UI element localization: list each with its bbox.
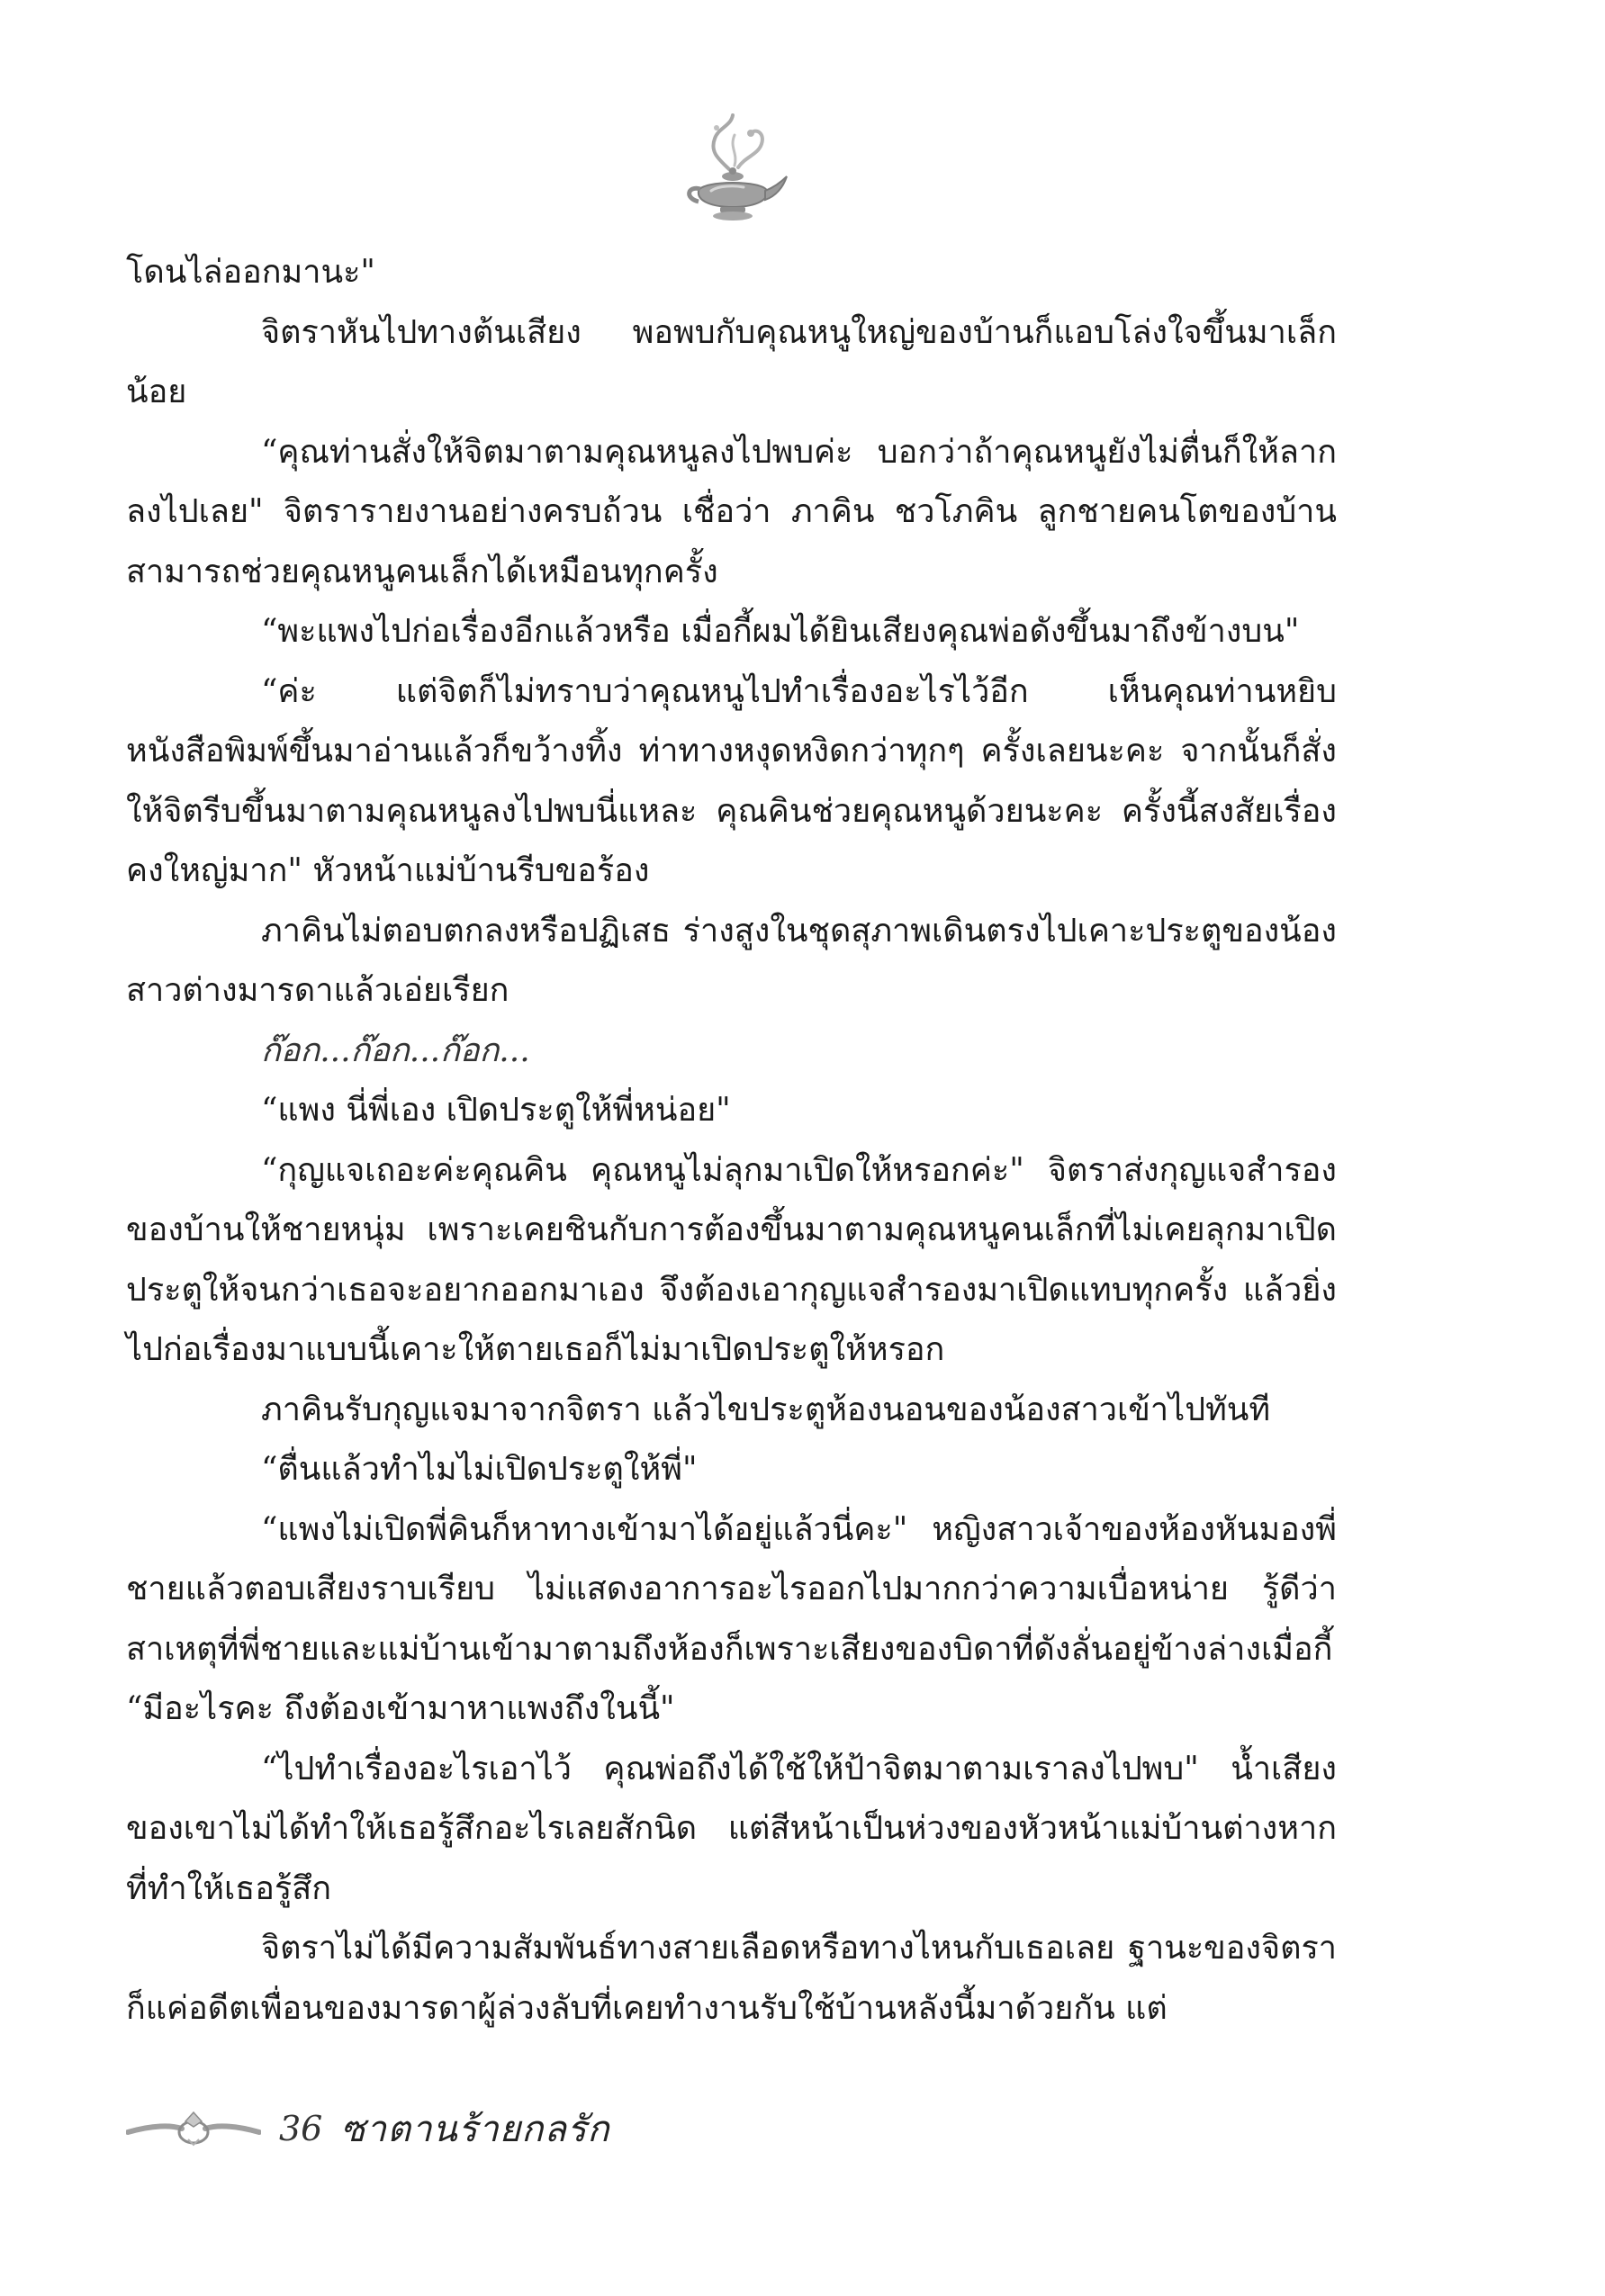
paragraph: “กุญแจเถอะค่ะคุณคิน คุณหนูไม่ลุกมาเปิดให้หรอกค่ะ" จิตราส่งกุญแจสำรองของบ้านให้ชายหนุ่ม เพราะเคยชินกับการต้องขึ้นมาตามคุณหนูคนเล็กที่ไม่เคยลุกมาเปิดประตูให้จนกว่าเธอจะอยากออกมาเอง จึงต้องเอากุญแจสำรองมาเปิดแทบทุกครั้ง แล้วยิ่งไปก่อเรื่องมาแบบนี้เคาะให้ตายเธอก็ไม่มาเปิดประตูให้หรอก <box>126 1151 1337 1368</box>
body-text <box>126 243 1337 2039</box>
ring-icon <box>126 2109 261 2148</box>
paragraph: “พะแพงไปก่อเรื่องอีกแล้วหรือ เมื่อกี้ผมได้ยินเสียงคุณพ่อดังขึ้นมาถึงข้างบน" <box>261 613 1300 650</box>
paragraph: “คุณท่านสั่งให้จิตมาตามคุณหนูลงไปพบค่ะ บอกว่าถ้าคุณหนูยังไม่ตื่นก็ให้ลากลงไปเลย" จิตรารายงานอย่างครบถ้วน เชื่อว่า ภาคิน ชวโภคิน ลูกชายคนโตของบ้านสามารถช่วยคุณหนูคนเล็กได้เหมือนทุกครั้ง <box>126 433 1337 590</box>
sound-effect-line: ก๊อก...ก๊อก...ก๊อก... <box>261 1031 530 1069</box>
page-number: 36 <box>279 2109 323 2148</box>
page-footer <box>126 2102 610 2156</box>
paragraph: จิตราไม่ได้มีความสัมพันธ์ทางสายเลือดหรือทางไหนกับเธอเลย ฐานะของจิตราก็แค่อดีตเพื่อนของมารดาผู้ล่วงลับที่เคยทำงานรับใช้บ้านหลังนี้มาด้วยกัน แต่ <box>126 1930 1337 2027</box>
paragraph: ภาคินรับกุญแจมาจากจิตรา แล้วไขประตูห้องนอนของน้องสาวเข้าไปทันที <box>261 1391 1271 1428</box>
paragraph: “ค่ะ แต่จิตก็ไม่ทราบว่าคุณหนูไปทำเรื่องอะไรไว้อีก เห็นคุณท่านหยิบหนังสือพิมพ์ขึ้นมาอ่านแล้วก็ขว้างทิ้ง ท่าทางหงุดหงิดกว่าทุกๆ ครั้งเลยนะคะ จากนั้นก็สั่งให้จิตรีบขึ้นมาตามคุณหนูลงไปพบนี่แหละ คุณคินช่วยคุณหนูด้วยนะคะ ครั้งนี้สงสัยเรื่องคงใหญ่มาก" หัวหน้าแม่บ้านรีบขอร้อง <box>126 672 1337 889</box>
paragraph: “ตื่นแล้วทำไมไม่เปิดประตูให้พี่" <box>261 1451 698 1488</box>
paragraph: จิตราหันไปทางต้นเสียง พอพบกับคุณหนูใหญ่ของบ้านก็แอบโล่งใจขึ้นมาเล็กน้อย <box>126 313 1337 410</box>
genie-lamp-icon <box>675 108 792 225</box>
paragraph: “แพง นี่พี่เอง เปิดประตูให้พี่หน่อย" <box>261 1092 731 1129</box>
paragraph: “แพงไม่เปิดพี่คินก็หาทางเข้ามาได้อยู่แล้วนี่คะ" หญิงสาวเจ้าของห้องหันมองพี่ชายแล้วตอบเสียงราบเรียบ ไม่แสดงอาการอะไรออกไปมากกว่าความเบื่อหน่าย รู้ดีว่าสาเหตุที่พี่ชายและแม่บ้านเข้ามาตามถึงห้องก็เพราะเสียงของบิดาที่ดังลั่นอยู่ข้างล่างเมื่อกี้ “มีอะไรคะ ถึงต้องเข้ามาหาแพงถึงในนี้" <box>126 1510 1337 1727</box>
paragraph: โดนไล่ออกมานะ" <box>126 254 375 291</box>
paragraph: “ไปทำเรื่องอะไรเอาไว้ คุณพ่อถึงได้ใช้ให้ป้าจิตมาตามเราลงไปพบ" น้ำเสียงของเขาไม่ได้ทำให้เธอรู้สึกอะไรเลยสักนิด แต่สีหน้าเป็นห่วงของหัวหน้าแม่บ้านต่างหากที่ทำให้เธอรู้สึก <box>126 1750 1337 1907</box>
paragraph: ภาคินไม่ตอบตกลงหรือปฏิเสธ ร่างสูงในชุดสุภาพเดินตรงไปเคาะประตูของน้องสาวต่างมารดาแล้วเอ่ยเรียก <box>126 912 1337 1009</box>
book-title: ซาตานร้ายกลรัก <box>340 2109 610 2150</box>
